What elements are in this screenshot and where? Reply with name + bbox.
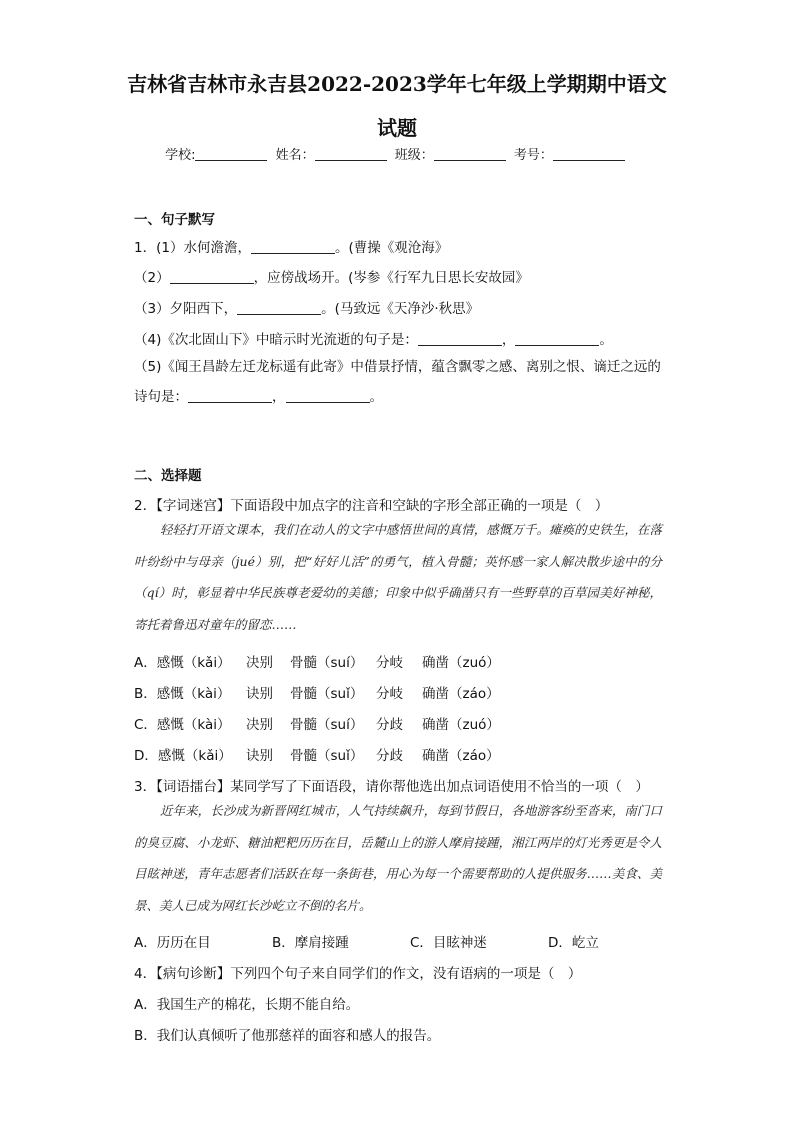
class-blank[interactable]: [434, 147, 506, 161]
exam-number-label: 考号：: [513, 148, 553, 163]
q1-5-period: 。: [369, 389, 383, 405]
q2-b-part2: 诀别: [246, 686, 273, 702]
q1-1: [134, 236, 660, 256]
q4-option-a[interactable]: A．我国生产的棉花，长期不能自给。: [134, 997, 360, 1013]
q1-2-source: ，应傍战场开。(岑参《行军九日思长安故园》: [253, 270, 529, 286]
q2-c-part1: C．感慨（kài）: [134, 717, 231, 733]
q1-5-blank-1[interactable]: [188, 388, 272, 403]
name-blank[interactable]: [315, 147, 387, 161]
q2-option-b[interactable]: [134, 682, 500, 702]
name-label: 姓名：: [275, 148, 315, 163]
q1-5-blank-2[interactable]: [286, 388, 370, 403]
q2-a-part2: 决别: [246, 655, 273, 671]
q2-c-part2: 决别: [246, 717, 273, 733]
exam-title-line1: 吉林省吉林市永吉县2022-2023学年七年级上学期期中语文: [127, 72, 667, 96]
q1-5-text: （5)《闻王昌龄左迁龙标遥有此寄》中借景抒情，蕴含飘零之感、离别之恨、谪迁之远的诗句是：: [134, 359, 661, 405]
q1-5: [134, 352, 662, 412]
q1-2: [134, 266, 660, 286]
q3-option-c[interactable]: C．目眩神迷: [410, 935, 487, 951]
q1-3-source: 。(马致远《天净沙·秋思》: [321, 301, 480, 317]
q1-4-comma: ，: [501, 332, 516, 348]
q2-c-part5: 确凿（zuó）: [422, 717, 500, 733]
q3-stem: 3．【词语擂台】某同学写了下面语段，请你帮他选出加点词语使用不恰当的一项（ ）: [134, 779, 649, 795]
q1-4-blank-2[interactable]: [515, 331, 599, 346]
q2-passage: 轻轻打开语文课本，我们在动人的文字中感悟世间的真情，感慨万千。瘫痪的史铁生，在落叶纷纷中与母亲（jué）别，把“好好儿活”的勇气，植入骨髓；英怀感一家人解决散步途中的分（qí）时，彰显着中华民族尊老爱幼的美德；印象中似乎确凿只有一些野草的百草园美好神秘，寄托着鲁迅对童年的留恋……: [134, 522, 662, 632]
q2-b-part1: B．感慨（kài）: [134, 686, 231, 702]
q1-3: [134, 297, 660, 317]
q2-a-part3: 骨髓（suí）: [290, 655, 364, 671]
q4-option-b[interactable]: B．我们认真倾听了他那慈祥的面容和感人的报告。: [134, 1028, 441, 1044]
school-blank[interactable]: [195, 147, 267, 161]
q2-d-part1: D．感慨（kǎi）: [134, 748, 232, 764]
section1-heading: 一、句子默写: [134, 212, 215, 228]
q2-b-part3: 骨髓（suǐ）: [290, 686, 364, 702]
q2-option-a[interactable]: [134, 651, 500, 671]
q2-c-part4: 分歧: [376, 717, 403, 733]
q3-option-d[interactable]: D．屹立: [548, 935, 599, 951]
q2-d-part5: 确凿（záo）: [422, 748, 500, 764]
q2-option-d[interactable]: [134, 744, 500, 764]
q1-1-source: 。(曹操《观沧海》: [334, 240, 449, 256]
q1-4-text: （4)《次北固山下》中暗示时光流逝的句子是：: [134, 332, 418, 348]
q2-a-part1: A．感慨（kǎi）: [134, 655, 231, 671]
q2-b-part4: 分岐: [376, 686, 403, 702]
q3-options: [134, 931, 686, 951]
q2-a-part4: 分岐: [376, 655, 403, 671]
q1-4: [134, 328, 660, 348]
student-info-fields: [0, 144, 794, 163]
q2-d-part4: 分歧: [376, 748, 403, 764]
q2-a-part5: 确凿（zuó）: [422, 655, 500, 671]
exam-title-line2: 试题: [377, 116, 417, 140]
q2-stem: 2．【字词迷宫】下面语段中加点字的注音和空缺的字形全部正确的一项是（ ）: [134, 498, 609, 514]
class-label: 班级：: [394, 148, 434, 163]
q3-option-a[interactable]: A．历历在目: [134, 935, 211, 951]
q1-1-blank[interactable]: [251, 239, 335, 254]
q1-3-blank[interactable]: [237, 300, 321, 315]
exam-number-blank[interactable]: [553, 147, 625, 161]
q1-4-blank-1[interactable]: [418, 331, 502, 346]
q2-option-c[interactable]: [134, 713, 500, 733]
q3-passage: 近年来，长沙成为新晋网红城市，人气持续飙升，每到节假日，各地游客纷至沓来，南门口的臭豆腐、小龙虾、糖油粑粑历历在目，岳麓山上的游人摩肩接踵，湘江两岸的灯光秀更是令人目眩神迷，青年志愿者们活跃在每一条街巷，用心为每一个需要帮助的人提供服务……美食、美景、美人已成为网红长沙屹立不倒的名片。: [134, 803, 662, 913]
q1-1-text: 1．(1）水何澹澹，: [134, 240, 251, 256]
q2-d-part2: 诀别: [246, 748, 273, 764]
q1-2-blank[interactable]: [170, 269, 254, 284]
q2-b-part5: 确凿（záo）: [422, 686, 500, 702]
q2-c-part3: 骨髓（suí）: [290, 717, 364, 733]
q1-3-text: （3）夕阳西下，: [134, 301, 238, 317]
q4-stem: 4．【病句诊断】下列四个句子来自同学们的作文，没有语病的一项是（ ）: [134, 966, 582, 982]
q1-4-period: 。: [599, 332, 613, 348]
q1-5-comma: ，: [272, 389, 286, 405]
school-label: 学校:: [165, 148, 196, 163]
q2-d-part3: 骨髓（suǐ）: [290, 748, 364, 764]
section2-heading: 二、选择题: [134, 468, 202, 484]
q3-option-b[interactable]: B．摩肩接踵: [272, 935, 349, 951]
q1-2-text: （2）: [134, 270, 170, 286]
